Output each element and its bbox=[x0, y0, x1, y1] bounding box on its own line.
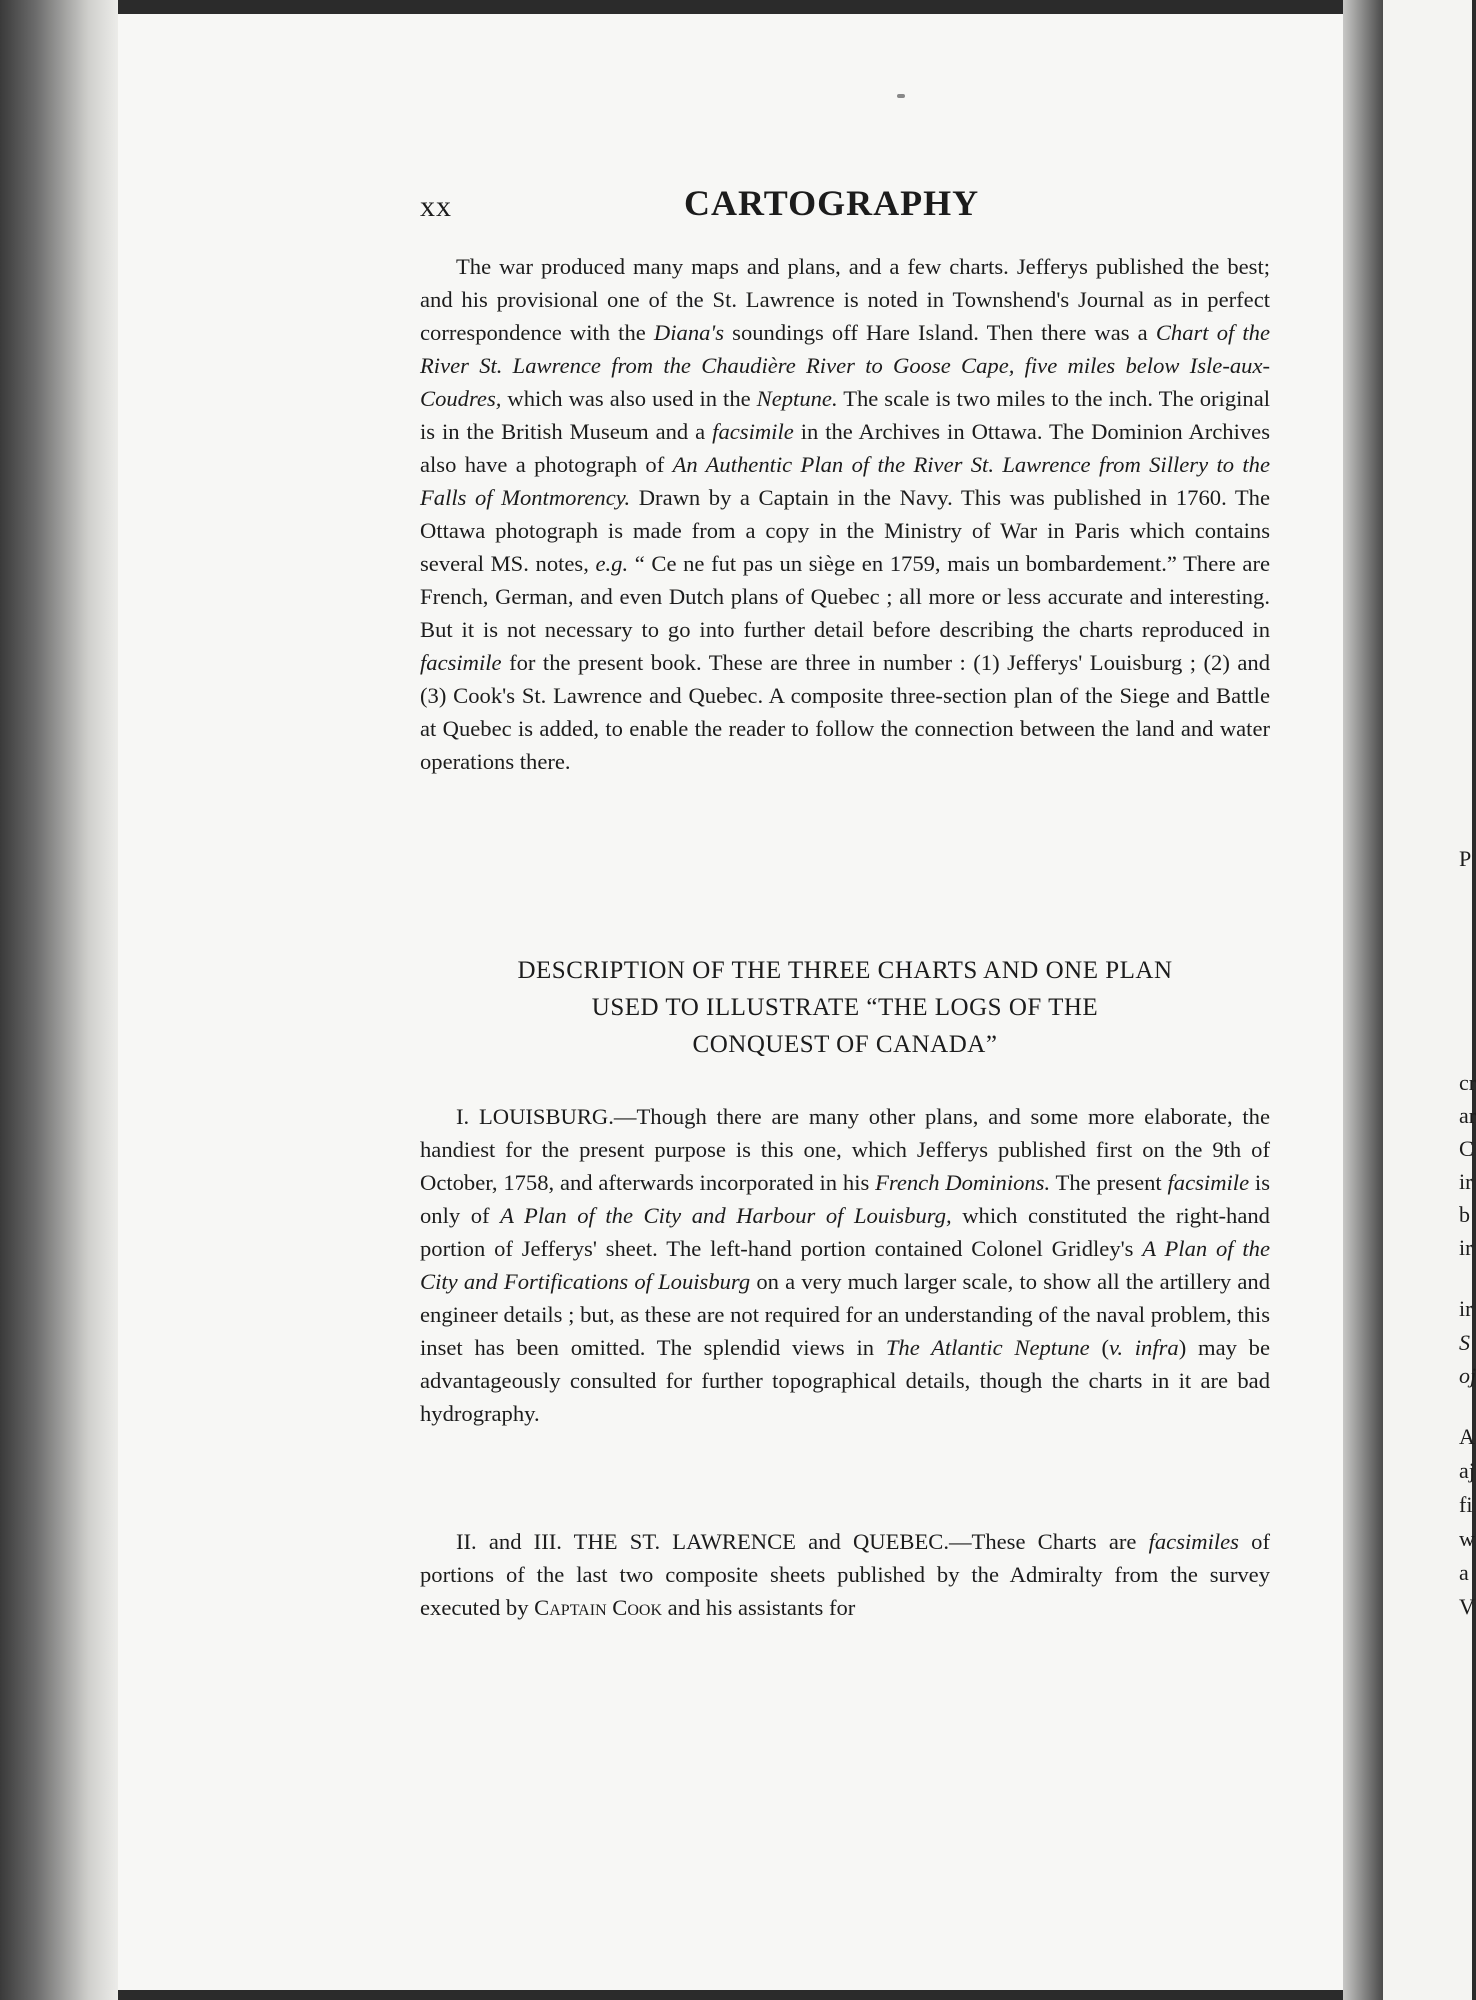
page-header bbox=[420, 182, 1270, 232]
facing-page-text: b bbox=[1459, 1202, 1470, 1227]
facing-page-text: a bbox=[1459, 1560, 1469, 1585]
facing-page-text: V bbox=[1459, 1594, 1475, 1619]
facing-page-text: A bbox=[1459, 1424, 1475, 1449]
section-heading bbox=[420, 952, 1270, 1063]
section-heading-line: DESCRIPTION OF THE THREE CHARTS AND ONE PLAN bbox=[517, 957, 1173, 984]
louisburg-paragraph-block bbox=[420, 1100, 1270, 1430]
section-heading-line: USED TO ILLUSTRATE “THE LOGS OF THE bbox=[591, 994, 1099, 1021]
running-title: CARTOGRAPHY bbox=[684, 183, 980, 223]
facing-page-text: ar bbox=[1459, 1103, 1476, 1128]
facing-page-text: cr bbox=[1459, 1070, 1476, 1095]
facing-page-text: S bbox=[1459, 1330, 1470, 1355]
facing-page-text: fi bbox=[1459, 1492, 1473, 1517]
facing-page-text: ir bbox=[1459, 1235, 1473, 1260]
intro-paragraph-block bbox=[420, 250, 1270, 778]
louisburg-paragraph: I. LOUISBURG.—Though there are many other plans, and some more elaborate, the handiest for the present purpose is this one, which Jefferys published first on the 9th of October, 1758, and afterwards incorporated in his French Dominions. The present facsimile is only of A Plan of the City and Harbour of Louisburg, which constituted the right-hand portion of Jefferys' sheet. The left-hand portion contained Colonel Gridley's A Plan of the City and Fortifications of Louisburg on a very much larger scale, to show all the artillery and engineer details ; but, as these are not required for an understanding of the naval problem, this inset has been omitted. The splendid views in The Atlantic Neptune (v. infra) may be advantageously consulted for further topographical details, though the charts in it are bad hydrography. bbox=[420, 1104, 1271, 1426]
facing-page-text: aj bbox=[1459, 1458, 1475, 1483]
stlawrence-paragraph: II. and III. THE ST. LAWRENCE and QUEBEC.—These Charts are facsimiles of portions of the last two composite sheets published by the Admiralty from the survey executed by Captain Cook and his assistants for bbox=[420, 1529, 1270, 1620]
book-binding-edge bbox=[0, 0, 118, 2000]
intro-paragraph: The war produced many maps and plans, and a few charts. Jefferys published the best; and his provisional one of the St. Lawrence is noted in Townshend's Journal as in perfect correspondence with the Diana's soundings off Hare Island. Then there was a Chart of the River St. Lawrence from the Chaudière River to Goose Cape, five miles below Isle-aux-Coudres, which was also used in the Neptune. The scale is two miles to the inch. The original is in the British Museum and a facsimile in the Archives in Ottawa. The Dominion Archives also have a photograph of An Authentic Plan of the River St. Lawrence from Sillery to the Falls of Montmorency. Drawn by a Captain in the Navy. This was published in 1760. The Ottawa photograph is made from a copy in the Ministry of War in Paris which contains several MS. notes, e.g. “ Ce ne fut pas un siège en 1759, mais un bombardement.” There are French, German, and even Dutch plans of Quebec ; all more or less accurate and interesting. But it is not necessary to go into further detail before describing the charts reproduced in facsimile for the present book. These are three in number : (1) Jefferys' Louisburg ; (2) and (3) Cook's St. Lawrence and Quebec. A composite three-section plan of the Siege and Battle at Quebec is added, to enable the reader to follow the connection between the land and water operations there. bbox=[420, 254, 1271, 774]
facing-page-text: C bbox=[1459, 1136, 1474, 1161]
facing-page-text: w bbox=[1459, 1526, 1475, 1551]
facing-page-text: ir bbox=[1459, 1296, 1473, 1321]
gutter-shadow bbox=[1343, 0, 1383, 2000]
scan-speck bbox=[897, 94, 905, 98]
page-number: xx bbox=[420, 190, 452, 223]
facing-page-text: oj bbox=[1459, 1363, 1476, 1388]
facing-page-fragment bbox=[1383, 0, 1476, 2000]
stlawrence-paragraph-block bbox=[420, 1525, 1270, 1624]
facing-page-text: P bbox=[1459, 846, 1472, 871]
facing-page-text: ir bbox=[1459, 1169, 1473, 1194]
section-heading-line: CONQUEST OF CANADA” bbox=[692, 1031, 998, 1058]
